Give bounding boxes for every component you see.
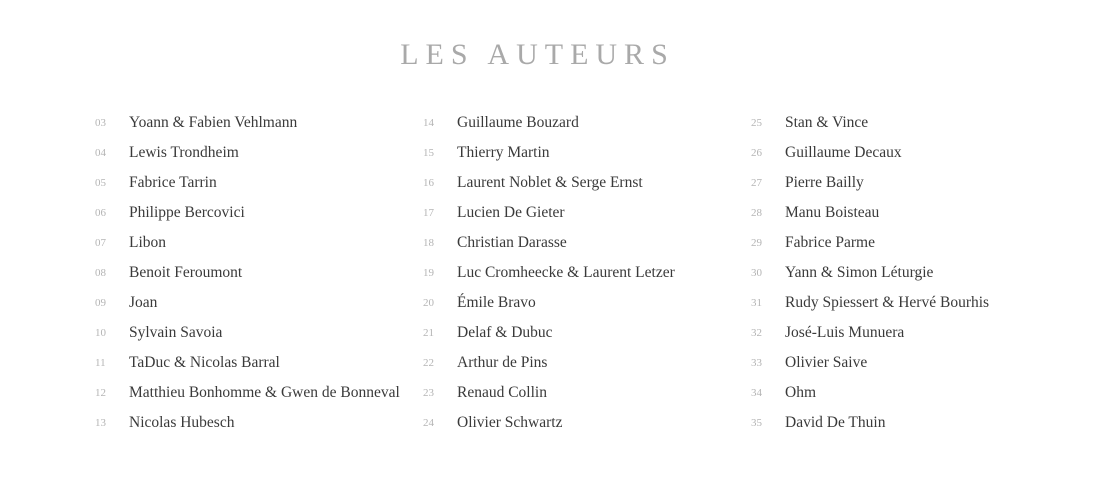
page-number: 14 <box>423 117 434 129</box>
author-name: Luc Cromheecke & Laurent Letzer <box>457 264 675 281</box>
author-entry <box>751 348 989 378</box>
page-number: 06 <box>95 207 106 219</box>
author-entry <box>423 258 675 288</box>
page-number: 34 <box>751 387 762 399</box>
author-name: Fabrice Parme <box>785 234 875 251</box>
page-number: 07 <box>95 237 106 249</box>
author-name: Guillaume Bouzard <box>457 114 579 131</box>
author-entry <box>95 138 400 168</box>
page-number: 24 <box>423 417 434 429</box>
author-name: Nicolas Hubesch <box>129 414 235 431</box>
page-number: 26 <box>751 147 762 159</box>
author-name: Benoit Feroumont <box>129 264 243 281</box>
author-entry <box>423 318 675 348</box>
author-entry <box>423 138 675 168</box>
author-entry <box>751 288 989 318</box>
page-number: 11 <box>95 357 106 369</box>
author-name: Delaf & Dubuc <box>457 324 553 341</box>
page-number: 12 <box>95 387 106 399</box>
author-entry <box>751 108 989 138</box>
author-entry <box>423 228 675 258</box>
author-name: Lewis Trondheim <box>129 144 239 161</box>
author-name: Libon <box>129 234 167 251</box>
author-entry <box>423 168 675 198</box>
author-name: Christian Darasse <box>457 234 567 251</box>
author-name: Rudy Spiessert & Hervé Bourhis <box>785 294 990 311</box>
author-entry <box>95 408 400 438</box>
page-number: 09 <box>95 297 106 309</box>
page-number: 20 <box>423 297 434 309</box>
author-name: David De Thuin <box>785 414 886 431</box>
author-name: Émile Bravo <box>457 294 536 311</box>
author-name: Stan & Vince <box>785 114 869 131</box>
author-entry <box>751 228 989 258</box>
author-entry <box>423 378 675 408</box>
page-number: 19 <box>423 267 434 279</box>
author-name: Ohm <box>785 384 816 401</box>
author-name: Joan <box>129 294 158 311</box>
author-name: José-Luis Munuera <box>785 324 905 341</box>
page-number: 30 <box>751 267 762 279</box>
author-entry <box>751 138 989 168</box>
author-entry <box>423 108 675 138</box>
author-name: Thierry Martin <box>457 144 550 161</box>
author-name: Philippe Bercovici <box>129 204 245 221</box>
author-entry <box>423 408 675 438</box>
page-number: 32 <box>751 327 762 339</box>
author-entry <box>751 168 989 198</box>
author-name: Guillaume Decaux <box>785 144 902 161</box>
page-number: 17 <box>423 207 434 219</box>
author-entry <box>95 288 400 318</box>
authors-column-1 <box>95 108 400 438</box>
page-number: 04 <box>95 147 106 159</box>
author-name: Fabrice Tarrin <box>129 174 217 191</box>
author-name: Lucien De Gieter <box>457 204 565 221</box>
author-entry <box>95 198 400 228</box>
page-number: 10 <box>95 327 106 339</box>
author-name: Olivier Schwartz <box>457 414 563 431</box>
author-entry <box>95 318 400 348</box>
author-entry <box>95 108 400 138</box>
page-number: 15 <box>423 147 434 159</box>
author-entry <box>95 378 400 408</box>
author-entry <box>95 258 400 288</box>
author-entry <box>751 408 989 438</box>
author-entry <box>95 228 400 258</box>
page-number: 25 <box>751 117 762 129</box>
page-number: 08 <box>95 267 106 279</box>
author-name: Yoann & Fabien Vehlmann <box>129 114 298 131</box>
author-name: Yann & Simon Léturgie <box>785 264 934 281</box>
page-title: LES AUTEURS <box>400 38 675 71</box>
author-entry <box>95 348 400 378</box>
author-name: TaDuc & Nicolas Barral <box>129 354 280 371</box>
page-number: 03 <box>95 117 106 129</box>
author-entry <box>751 318 989 348</box>
author-entry <box>751 378 989 408</box>
page-number: 18 <box>423 237 434 249</box>
author-entry <box>751 258 989 288</box>
page-number: 29 <box>751 237 762 249</box>
page-number: 23 <box>423 387 434 399</box>
author-name: Renaud Collin <box>457 384 547 401</box>
author-entry <box>423 198 675 228</box>
page-number: 33 <box>751 357 762 369</box>
authors-column-2 <box>423 108 675 438</box>
author-name: Matthieu Bonhomme & Gwen de Bonneval <box>129 384 400 401</box>
authors-column-3 <box>751 108 989 438</box>
page-number: 05 <box>95 177 106 189</box>
page-number: 31 <box>751 297 762 309</box>
author-name: Arthur de Pins <box>457 354 548 371</box>
page-number: 16 <box>423 177 434 189</box>
author-entry <box>423 348 675 378</box>
author-entry <box>423 288 675 318</box>
page-number: 21 <box>423 327 434 339</box>
author-name: Pierre Bailly <box>785 174 864 191</box>
page-number: 22 <box>423 357 434 369</box>
author-name: Olivier Saive <box>785 354 868 371</box>
page-number: 27 <box>751 177 762 189</box>
author-name: Manu Boisteau <box>785 204 880 221</box>
page-number: 13 <box>95 417 106 429</box>
author-entry <box>95 168 400 198</box>
author-name: Laurent Noblet & Serge Ernst <box>457 174 643 191</box>
author-name: Sylvain Savoia <box>129 324 223 341</box>
page-number: 35 <box>751 417 762 429</box>
author-entry <box>751 198 989 228</box>
page-number: 28 <box>751 207 762 219</box>
